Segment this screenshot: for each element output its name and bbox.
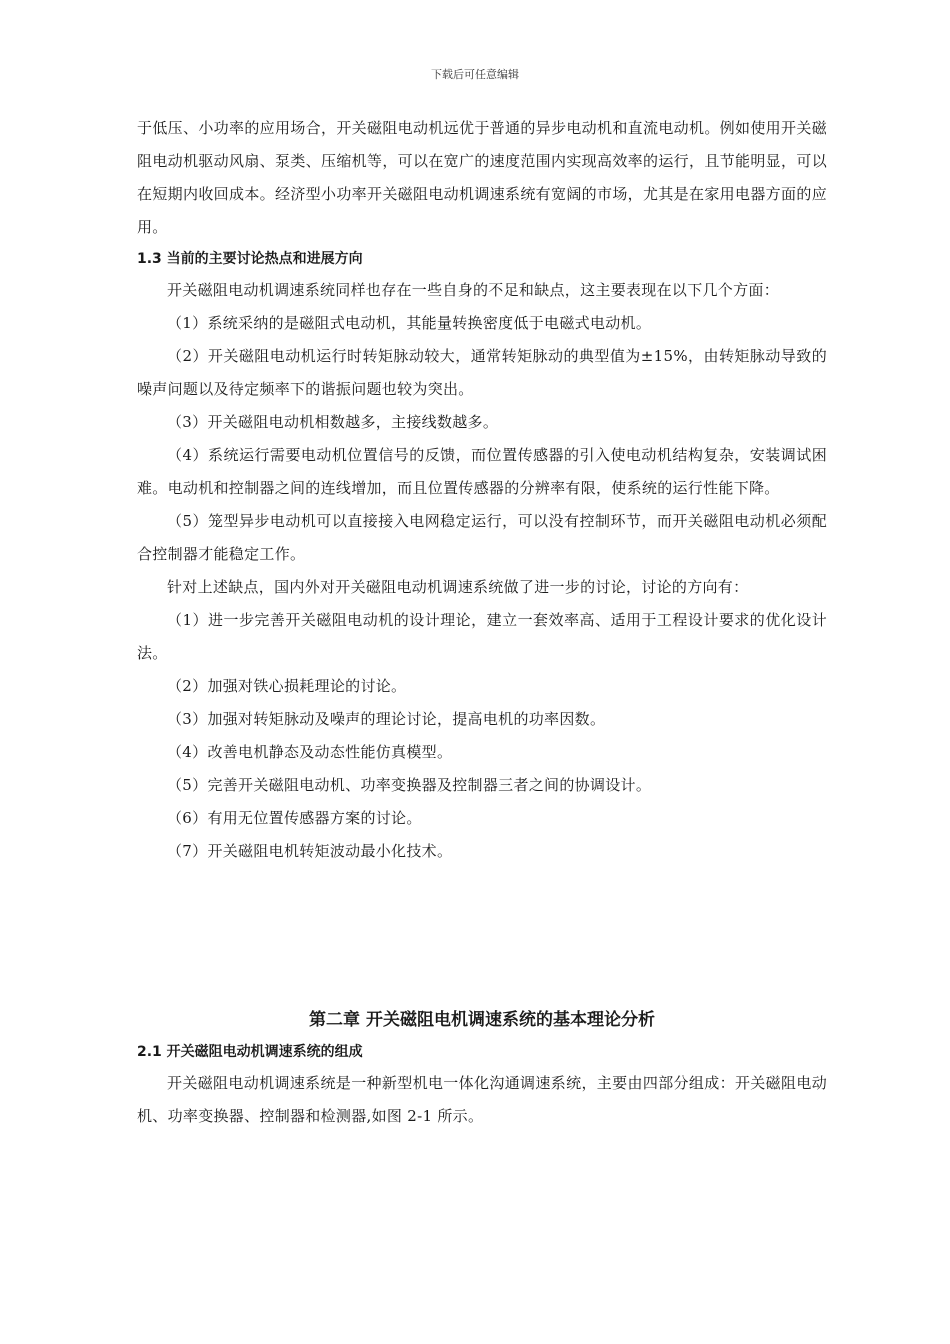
shortcoming-item: （1）系统采纳的是磁阻式电动机，其能量转换密度低于电磁式电动机。 — [167, 314, 652, 332]
direction-item: （5）完善开关磁阻电动机、功率变换器及控制器三者之间的协调设计。 — [167, 776, 652, 794]
section-heading-2-1: 2.1 开关磁阻电动机调速系统的组成 — [137, 1044, 363, 1060]
shortcoming-item: （3）开关磁阻电动机相数越多，主接线数越多。 — [167, 413, 499, 431]
shortcomings-lead: 开关磁阻电动机调速系统同样也存在一些自身的不足和缺点，这主要表现在以下几个方面： — [167, 281, 780, 299]
header-note: 下载后可任意编辑 — [431, 68, 519, 81]
direction-item: （1）进一步完善开关磁阻电动机的设计理论，建立一套效率高、适用于工程设计要求的优化设计法。 — [137, 611, 827, 662]
intro-paragraph: 于低压、小功率的应用场合，开关磁阻电动机远优于普通的异步电动机和直流电动机。例如使用开关磁阻电动机驱动风扇、泵类、压缩机等，可以在宽广的速度范围内实现高效率的运行，且节能明显，可以在短期内收回成本。经济型小功率开关磁阻电动机调速系统有宽阔的市场，尤其是在家用电器方面的应用。 — [137, 119, 827, 236]
directions-list — [137, 604, 827, 868]
shortcomings-list — [137, 307, 827, 571]
directions-lead: 针对上述缺点，国内外对开关磁阻电动机调速系统做了进一步的讨论，讨论的方向有： — [167, 578, 749, 596]
direction-item: （3）加强对转矩脉动及噪声的理论讨论，提高电机的功率因数。 — [167, 710, 606, 728]
section-spacer — [137, 868, 827, 1003]
chapter-title: 第二章 开关磁阻电机调速系统的基本理论分析 — [309, 1010, 655, 1030]
direction-item: （2）加强对铁心损耗理论的讨论。 — [167, 677, 407, 695]
direction-item: （4）改善电机静态及动态性能仿真模型。 — [167, 743, 453, 761]
chapter2-paragraph: 开关磁阻电动机调速系统是一种新型机电一体化沟通调速系统，主要由四部分组成：开关磁阻电动机、功率变换器、控制器和检测器,如图 2-1 所示。 — [137, 1074, 827, 1125]
shortcoming-item: （4）系统运行需要电动机位置信号的反馈，而位置传感器的引入使电动机结构复杂，安装调试困难。电动机和控制器之间的连线增加，而且位置传感器的分辨率有限，使系统的运行性能下降。 — [137, 446, 827, 497]
document-body — [137, 112, 827, 1133]
direction-item: （7）开关磁阻电机转矩波动最小化技术。 — [167, 842, 453, 860]
shortcoming-item: （5）笼型异步电动机可以直接接入电网稳定运行，可以没有控制环节，而开关磁阻电动机必须配合控制器才能稳定工作。 — [137, 512, 827, 563]
shortcoming-item: （2）开关磁阻电动机运行时转矩脉动较大，通常转矩脉动的典型值为±15%，由转矩脉动导致的噪声问题以及待定频率下的谐振问题也较为突出。 — [137, 347, 827, 398]
direction-item: （6）有用无位置传感器方案的讨论。 — [167, 809, 422, 827]
section-heading-1-3: 1.3 当前的主要讨论热点和进展方向 — [137, 251, 363, 267]
